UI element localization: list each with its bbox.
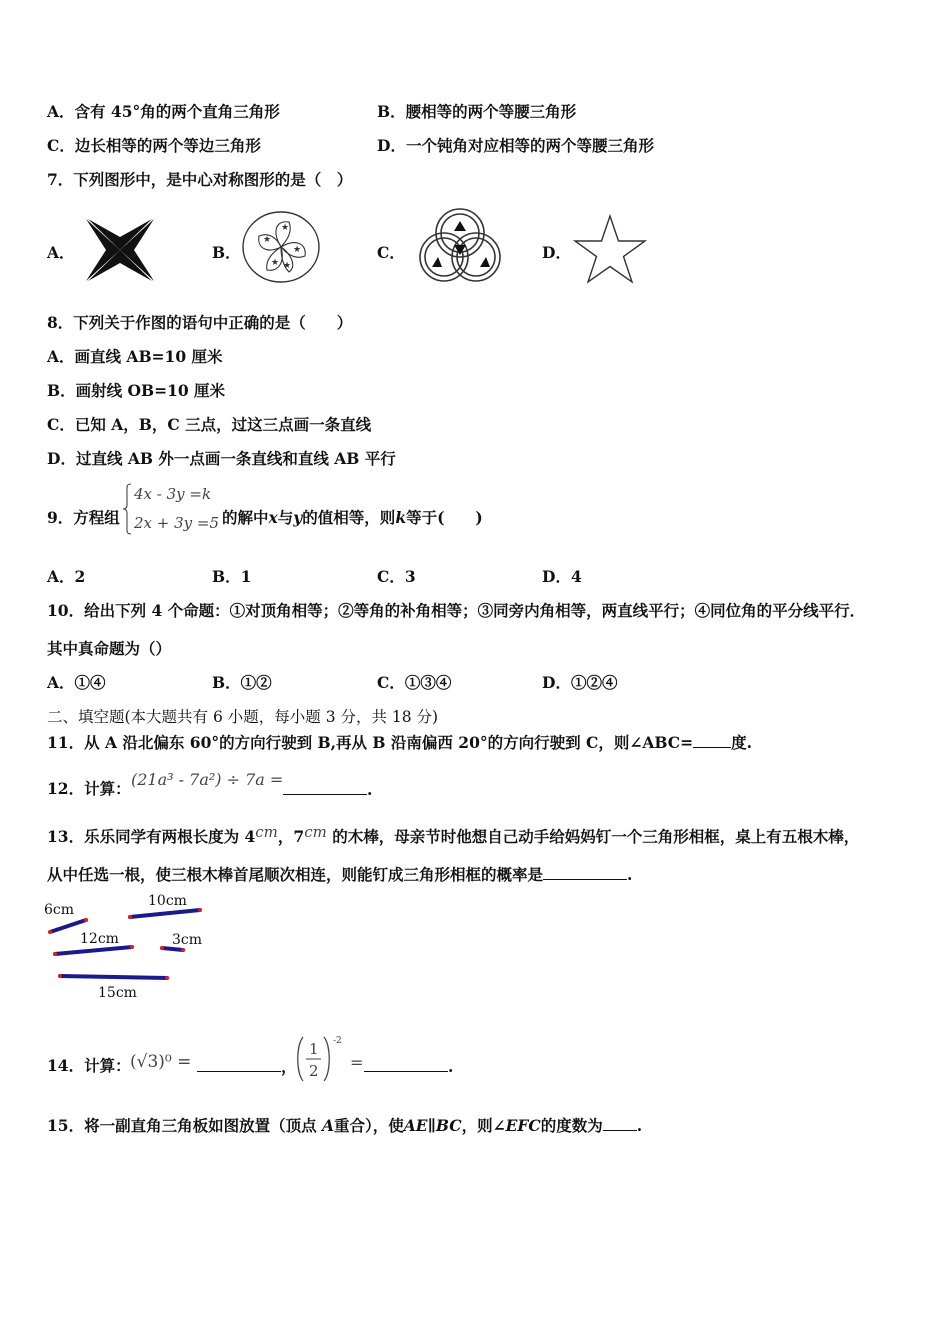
q15-line <box>47 1115 642 1136</box>
equation-brace <box>122 483 132 535</box>
q9-equation-2: 2x + 3y =5 <box>134 514 220 532</box>
stick-3cm <box>162 948 183 950</box>
q10-option-a: A．①④ <box>47 673 106 692</box>
q14-answer-blank-2[interactable] <box>364 1056 448 1072</box>
stick-label-6cm: 6cm <box>44 902 75 918</box>
q14-equals: = <box>350 1053 364 1072</box>
stick-label-3cm: 3cm <box>172 932 203 948</box>
q9-suffix <box>222 508 483 528</box>
stick-15cm <box>60 976 167 978</box>
q15-angle: EFC <box>505 1116 541 1135</box>
q7-label-b: B． <box>212 243 241 262</box>
q10-stem-2: 其中真命题为（） <box>47 639 172 658</box>
q8-option-b: B．画射线 OB=10 厘米 <box>47 381 226 400</box>
svg-text:★: ★ <box>281 223 290 233</box>
q9-equation-1: 4x - 3y =k <box>134 485 212 503</box>
q7-label-d: D． <box>542 243 571 262</box>
q9-var-k: k <box>395 508 407 527</box>
q10-stem-1: 10．给出下列 4 个命题：①对顶角相等；②等角的补角相等；③同旁内角相等，两直线平行；④同位角的平分线平行． <box>47 601 866 620</box>
q12-prefix: 12．计算： <box>47 779 131 798</box>
q8-stem: 8．下列关于作图的语句中正确的是（ ） <box>47 313 353 332</box>
svg-text:★: ★ <box>283 261 292 271</box>
q14-answer-blank-1[interactable] <box>197 1056 281 1072</box>
q14-prefix: 14．计算： <box>47 1056 131 1075</box>
q7-stem: 7．下列图形中，是中心对称图形的是（ ） <box>47 170 353 189</box>
q13-text-line2: 从中任选一根，使三根木棒首尾顺次相连，则能钉成三角形相框的概率是 <box>47 865 544 884</box>
q14-fraction-figure <box>294 1034 350 1084</box>
q14-end: . <box>448 1057 454 1076</box>
q14-frac-denominator: 2 <box>309 1062 319 1080</box>
q10-option-c: C．①③④ <box>377 673 452 692</box>
bauhinia-figure <box>241 210 321 284</box>
section-heading: 二、填空题(本大题共有 6 小题，每小题 3 分，共 18 分) <box>47 708 439 726</box>
q15-condition: AE∥BC <box>403 1116 462 1135</box>
stick-label-15cm: 15cm <box>98 985 137 1001</box>
q13-line-2 <box>47 864 632 885</box>
svg-text:★: ★ <box>293 245 302 255</box>
q15-end: . <box>636 1116 643 1135</box>
q9-option-d: D．4 <box>542 567 582 586</box>
q14-exponent: -2 <box>333 1036 342 1046</box>
q9-var-x: x <box>268 508 278 527</box>
q9-suffix-1: 的解中 <box>222 508 269 527</box>
q15-answer-blank[interactable] <box>603 1115 637 1131</box>
svg-text:★: ★ <box>271 258 280 268</box>
q13-text-b: ，7 <box>277 827 305 846</box>
q9-option-b: B．1 <box>212 567 252 586</box>
q15-var-a: A <box>321 1116 335 1135</box>
q13-answer-blank[interactable] <box>543 864 627 880</box>
q15-text-2: 重合），使 <box>334 1116 404 1135</box>
q9-option-a: A．2 <box>47 567 86 586</box>
stick-10cm <box>130 910 200 917</box>
q12-expression: (21a³ - 7a²) ÷ 7a = <box>131 770 284 789</box>
q11-answer-blank[interactable] <box>693 732 731 748</box>
q15-text-1: 15．将一副直角三角板如图放置（顶点 <box>47 1116 317 1135</box>
q12-end: . <box>367 780 373 799</box>
sticks-figure <box>40 890 220 1005</box>
q9-var-y: y <box>293 508 303 527</box>
triquetra-figure <box>414 205 506 283</box>
q14-blank-2-wrap <box>364 1056 453 1077</box>
q9-suffix-2: 与 <box>277 508 294 527</box>
q9-prefix: 9．方程组 <box>47 508 120 527</box>
q9-suffix-3: 的值相等，则 <box>302 508 396 527</box>
q8-option-d: D．过直线 AB 外一点画一条直线和直线 AB 平行 <box>47 449 396 468</box>
q13-text-c: 的木棒，母亲节时他想自己动手给妈妈钉一个三角形相框，桌上有五根木棒， <box>326 827 860 846</box>
q11-line <box>47 732 752 753</box>
q7-label-c: C． <box>377 243 405 262</box>
q9-suffix-4: 等于( ) <box>406 508 483 527</box>
q14-blank-1-wrap <box>197 1056 297 1077</box>
q13-end: . <box>627 865 633 884</box>
q13-unit-1: cm <box>255 823 278 841</box>
q14-frac-numerator: 1 <box>309 1040 319 1058</box>
stick-label-12cm: 12cm <box>80 931 119 947</box>
star-figure <box>572 214 648 284</box>
q8-option-a: A．画直线 AB=10 厘米 <box>47 347 223 366</box>
q6-option-a: A．含有 45°角的两个直角三角形 <box>47 102 280 121</box>
q13-text-a: 13．乐乐同学有两根长度为 4 <box>47 827 256 846</box>
q7-label-a: A． <box>47 243 75 262</box>
q15-text-4: 的度数为 <box>540 1116 603 1135</box>
q10-option-d: D．①②④ <box>542 673 618 692</box>
q6-option-d: D．一个钝角对应相等的两个等腰三角形 <box>377 136 654 155</box>
stick-label-10cm: 10cm <box>148 893 187 909</box>
stick-12cm <box>55 947 132 954</box>
q9-option-c: C．3 <box>377 567 416 586</box>
q12-answer <box>283 779 372 800</box>
q13-line-1 <box>47 823 860 847</box>
q14-expression-1: (√3)⁰ = <box>130 1052 192 1072</box>
q13-unit-2: cm <box>304 823 327 841</box>
q8-option-c: C．已知 A，B，C 三点，过这三点画一条直线 <box>47 415 372 434</box>
q10-option-b: B．①② <box>212 673 272 692</box>
q11-end: 度. <box>731 733 752 752</box>
q15-text-3: ，则∠ <box>461 1116 506 1135</box>
q12-answer-blank[interactable] <box>283 779 367 795</box>
q11-stem: 11．从 A 沿北偏东 60°的方向行驶到 B,再从 B 沿南偏西 20°的方向行驶到 C，则∠ABC= <box>47 733 694 752</box>
q6-option-b: B．腰相等的两个等腰三角形 <box>377 102 577 121</box>
q6-option-c: C．边长相等的两个等边三角形 <box>47 136 261 155</box>
q14-separator: ， <box>281 1057 297 1076</box>
svg-text:★: ★ <box>263 235 272 245</box>
pinwheel-figure <box>84 217 156 283</box>
